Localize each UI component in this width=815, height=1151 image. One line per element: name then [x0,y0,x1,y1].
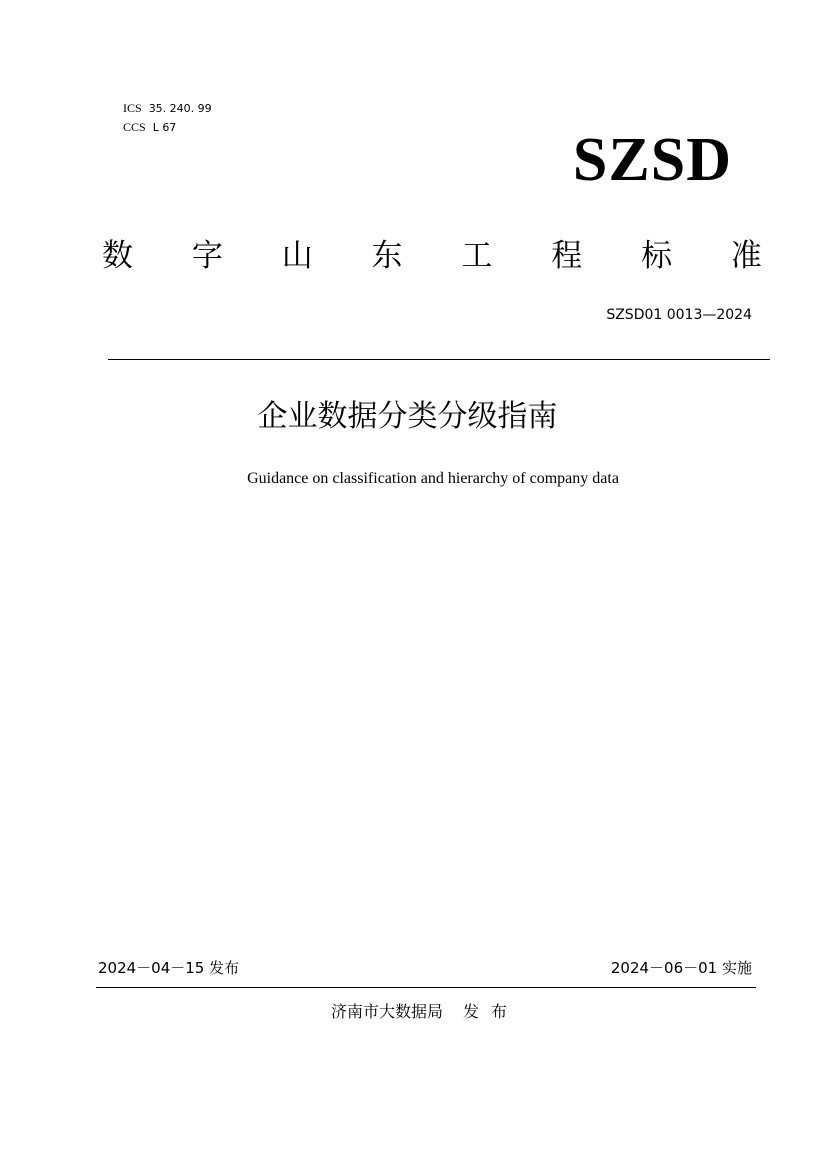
standard-series-title [102,234,762,278]
document-subtitle: Guidance on classification and hierarchy of company data [247,470,619,487]
publisher-name: 济南市大数据局 [330,1002,443,1021]
szsd-logo: SZSD [572,126,732,194]
standard-number: SZSD01 0013—2024 [606,307,752,323]
series-title-char: 标 [641,238,673,274]
ics-code: 35. 240. 99 [148,102,212,115]
ccs-code: L 67 [152,121,177,134]
series-title-char: 东 [371,238,403,274]
series-title-char: 准 [730,238,762,274]
implementation-date: 2024－06－01 实施 [610,959,752,977]
issue-date: 2024－04－15 发布 [98,959,240,977]
classification-codes [123,99,212,137]
top-divider [108,359,770,360]
bottom-divider [96,987,756,988]
ics-line [123,99,212,118]
publish-char: 布 [491,1002,508,1021]
ccs-line [123,118,212,137]
series-title-char: 数 [102,238,133,274]
series-title-char: 山 [281,238,313,274]
series-title-char: 程 [551,238,583,274]
series-title-char: 工 [461,238,493,274]
publisher-line [0,1001,815,1023]
ccs-label: CCS [123,120,146,134]
document-title: 企业数据分类分级指南 [257,399,558,434]
publish-char: 发 [462,1002,479,1021]
ics-label: ICS [123,101,142,115]
series-title-char: 字 [191,238,223,274]
